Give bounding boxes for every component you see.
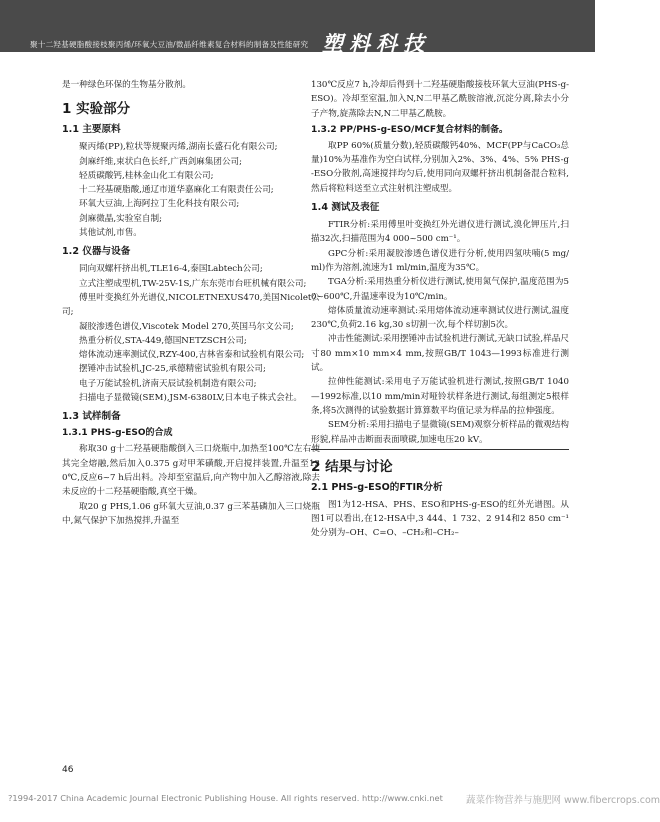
body-paragraph: 同向双螺杆挤出机,TLE16-4,泰国Labtech公司; xyxy=(79,264,263,275)
body-paragraph: 拉伸性能测试:采用电子万能试验机进行测试,按照GB/T 1040—1992标准,以10 mm/min对哑铃状样条进行测试,每组测定5根样条,将5次测得的试验数据计算算数平均值记录为样品的拉伸强度。 xyxy=(311,377,569,416)
subsection-heading: 1.2 仪器与设备 xyxy=(62,246,131,258)
section-heading: 2 结果与讨论 xyxy=(311,458,393,475)
body-paragraph: 剑麻纤维,束状白色长纤,广西剑麻集团公司; xyxy=(79,156,243,167)
body-paragraph: 其他试剂,市售。 xyxy=(79,228,142,239)
copyright-notice: ?1994-2017 China Academic Journal Electronic Publishing House. All rights reserved. http://www.cnki.net xyxy=(8,793,443,803)
subsubsection-heading: 1.3.2 PP/PHS-g-ESO/MCF复合材料的制备。 xyxy=(311,124,509,135)
body-paragraph: 熔体流动速率测试仪,RZY-400,吉林省泰和试验机有限公司; xyxy=(79,350,305,361)
subsection-heading: 1.4 测试及表征 xyxy=(311,202,380,214)
body-paragraph: 冲击性能测试:采用摆锤冲击试验机进行测试,无缺口试验,样品尺寸80 mm×10 mm×4 mm,按照GB/T 1043—1993标准进行测试。 xyxy=(311,334,569,374)
subsection-heading: 1.1 主要原料 xyxy=(62,124,121,136)
body-paragraph: FTIR分析:采用傅里叶变换红外光谱仪进行测试,溴化钾压片,扫描32次,扫描范围为4 000~500 cm⁻¹。 xyxy=(311,220,569,245)
body-paragraph: 傅里叶变换红外光谱仪,NICOLETNEXUS470,美国Nicolet公司; xyxy=(62,292,320,318)
body-paragraph: 电子万能试验机,济南天辰试验机制造有限公司; xyxy=(79,378,257,389)
right-column xyxy=(311,78,569,541)
body-paragraph: 是一种绿色环保的生物基分散剂。 xyxy=(62,80,191,90)
body-paragraph: 热重分析仪,STA-449,德国NETZSCH公司; xyxy=(79,335,247,346)
body-paragraph: 剑麻微晶,实验室自制; xyxy=(79,213,162,224)
body-paragraph: TGA分析:采用热重分析仪进行测试,使用氮气保护,温度范围为50~600℃,升温速率设为10℃/min。 xyxy=(311,277,569,302)
body-paragraph: 立式注塑成型机,TW-25V-1S,广东东莞市台旺机械有限公司; xyxy=(79,278,307,289)
journal-logo: 塑料科技 xyxy=(322,32,430,56)
section-divider xyxy=(311,449,569,450)
left-column xyxy=(62,78,320,528)
journal-header xyxy=(0,0,595,56)
subsection-heading: 1.3 试样制备 xyxy=(62,411,121,423)
body-paragraph: SEM分析:采用扫描电子显微镜(SEM)观察分析样品的微观结构形貌,样品冲击断面表面喷碳,加速电压20 kV。 xyxy=(311,420,569,445)
body-paragraph: GPC分析:采用凝胶渗透色谱仪进行分析,使用四氢呋喃(5 mg/ml)作为溶剂,流速为1 ml/min,温度为35℃。 xyxy=(311,248,569,273)
body-paragraph: 熔体质量流动速率测试:采用熔体流动速率测试仪进行测试,温度230℃,负荷2.16 kg,30 s切割一次,每个样切割5次。 xyxy=(311,305,569,331)
page-footer xyxy=(0,786,660,822)
body-paragraph: 凝胶渗透色谱仪,Viscotek Model 270,英国马尔文公司; xyxy=(79,321,294,332)
site-watermark: 蔬菜作物营养与施肥网 www.fibercrops.com xyxy=(466,795,660,806)
body-paragraph: 轻质碳酸钙,桂林金山化工有限公司; xyxy=(79,170,214,181)
body-paragraph: 取20 g PHS,1.06 g环氧大豆油,0.37 g三苯基磷加入三口烧瓶中,氮气保护下加热搅拌,升温至 xyxy=(62,501,320,526)
body-paragraph: 取PP 60%(质量分数),轻质碳酸钙40%、MCF(PP与CaCO₃总量)10%为基准作为空白试样,分别加入2%、3%、4%、5% PHS-g-ESO分散剂,高速搅拌均匀后,使用同向双螺杆挤出机制备混合粒料,然后将粒料送至立式注射机注塑成型。 xyxy=(311,140,569,194)
body-paragraph: 称取30 g十二羟基硬脂酸倒入三口烧瓶中,加热至100℃左右使其完全熔融,然后加入0.375 g对甲苯磺酸,开启搅拌装置,升温至130℃,反应6~7 h后出料。冷却至室温后,向产物中加入乙醇溶液,除去未反应的十二羟基硬脂酸,真空干燥。 xyxy=(62,444,320,498)
body-paragraph: 130℃反应7 h,冷却后得到十二羟基硬脂酸接枝环氧大豆油(PHS-g-ESO)。冷却至室温,加入N,N二甲基乙酰胺溶液,沉淀分离,除去小分子产物,旋蒸除去N,N二甲基乙酰胺。 xyxy=(311,80,569,119)
body-paragraph: 图1为12-HSA、PHS、ESO和PHS-g-ESO的红外光谱图。从图1可以看出,在12-HSA中,3 444、1 732、2 914和2 850 cm⁻¹处分别为–OH、C=O、–CH₂和–CH₂– xyxy=(311,499,569,539)
page-number: 46 xyxy=(62,765,74,775)
running-title: 聚十二羟基硬脂酸接枝聚丙烯/环氧大豆油/微晶纤维素复合材料的制备及性能研究 xyxy=(30,40,309,49)
subsubsection-heading: 1.3.1 PHS-g-ESO的合成 xyxy=(62,428,173,439)
body-paragraph: 聚丙烯(PP),粒状等规聚丙烯,湖南长盛石化有限公司; xyxy=(79,142,278,153)
body-paragraph: 摆锤冲击试验机,JC-25,承德精密试验机有限公司; xyxy=(79,364,266,375)
body-paragraph: 环氧大豆油,上海阿拉丁生化科技有限公司; xyxy=(79,199,240,210)
section-heading: 1 实验部分 xyxy=(62,101,131,118)
body-paragraph: 扫描电子显微镜(SEM),JSM-6380LV,日本电子株式会社。 xyxy=(79,393,302,404)
subsection-heading: 2.1 PHS-g-ESO的FTIR分析 xyxy=(311,481,443,493)
body-paragraph: 十二羟基硬脂酸,通辽市道华嘉麻化工有限责任公司; xyxy=(79,185,274,196)
